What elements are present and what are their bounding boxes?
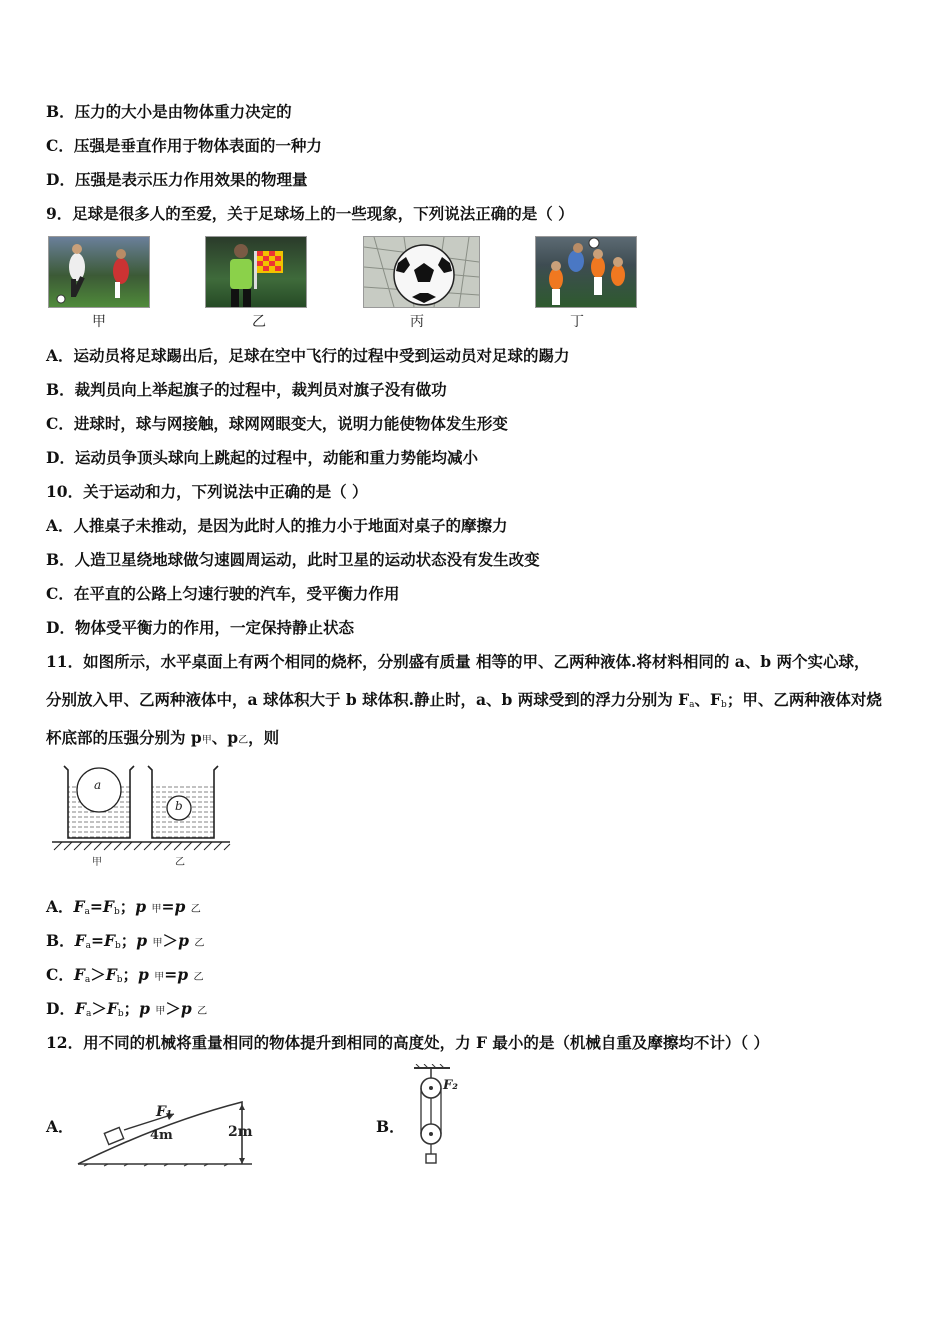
option-prefix: B． [46, 931, 75, 950]
photo-label-jia: 甲 [92, 314, 106, 330]
q11-option-a: A．$F_a=F_b$；p 甲=p 乙 [46, 897, 201, 917]
symbol-gt: ＞ [90, 965, 106, 984]
q11-option-c: C．$F_a>F_b$；p 甲=p 乙 [46, 965, 204, 985]
photo-label-bing: 丙 [410, 314, 424, 330]
subscript-yi: 乙 [190, 904, 201, 915]
separator: ； [122, 965, 139, 984]
q9-option-c: C．进球时，球与网接触，球网网眼变大，说明力能使物体发生形变 [46, 414, 508, 433]
incline-force-label: F₁ [156, 1104, 173, 1120]
q11-stem-line2 [46, 690, 882, 715]
q8-option-d: D．压强是表示压力作用效果的物理量 [46, 170, 308, 189]
photo-label-ding: 丁 [570, 314, 584, 330]
option-prefix: C． [46, 965, 74, 984]
beaker-label-jia: 甲 [92, 857, 102, 868]
photo-ding-header [535, 236, 637, 308]
subscript-b: b [117, 1009, 124, 1019]
q11-stem-line3 [46, 728, 279, 751]
incline-height-label: 2m [228, 1124, 253, 1140]
subscript-b: b [721, 700, 727, 710]
symbol-gt: ＞ [165, 999, 181, 1018]
pulley-figure [410, 1064, 470, 1168]
subscript-b: b [115, 941, 121, 951]
q8-option-b: B．压力的大小是由物体重力决定的 [46, 102, 292, 121]
subscript-a: a [84, 975, 91, 985]
q12-stem: 12．用不同的机械将重量相同的物体提升到相同的高度处，力 F 最小的是（机械自重及摩擦均不计）（ ） [46, 1033, 770, 1052]
q11-option-b: B．$F_a=F_b$；p 甲＞p 乙 [46, 931, 205, 951]
subscript-jia: 甲 [152, 938, 163, 949]
symbol-eq: = [161, 897, 175, 916]
separator: ； [119, 897, 136, 916]
photo-label-yi: 乙 [252, 314, 266, 330]
subscript-yi: 乙 [193, 972, 204, 983]
subscript-a: a [689, 700, 695, 710]
subscript-jia: 甲 [151, 904, 162, 915]
beaker-label-yi: 乙 [175, 857, 185, 868]
q11-stem-text: 分别放入甲、乙两种液体中，a 球体积大于 b 球体积.静止时，a、b 两球受到的浮力分别为 F [46, 690, 690, 709]
separator: ； [120, 931, 137, 950]
q11-stem-text: ；甲、乙两种液体对烧 [726, 690, 882, 709]
subscript-a: a [85, 941, 91, 951]
q9-option-d: D．运动员争顶头球向上跳起的过程中，动能和重力势能均减小 [46, 448, 478, 467]
q11-stem-line1: 11．如图所示，水平桌面上有两个相同的烧杯，分别盛有质量 相等的甲、乙两种液体.将材料相同的 a、b 两个实心球， [46, 652, 870, 671]
q10-option-b: B．人造卫星绕地球做匀速圆周运动，此时卫星的运动状态没有发生改变 [46, 550, 540, 569]
symbol-eq: = [91, 931, 104, 950]
separator: ； [123, 999, 140, 1018]
q11-stem-text: 杯底部的压强分别为 p [46, 728, 202, 747]
photo-yi-referee [205, 236, 307, 308]
q10-option-c: C．在平直的公路上匀速行驶的汽车，受平衡力作用 [46, 584, 400, 603]
subscript-a: a [84, 907, 90, 917]
q10-option-a: A．人推桌子未推动，是因为此时人的推力小于地面对桌子的摩擦力 [46, 516, 508, 535]
q12-option-b-label: B． [376, 1117, 405, 1136]
subscript-yi: 乙 [197, 1006, 208, 1017]
subscript-jia: 甲 [154, 972, 165, 983]
photo-jia-kicker [48, 236, 150, 308]
q9-stem: 9．足球是很多人的至爱，关于足球场上的一些现象，下列说法正确的是（ ） [46, 204, 574, 223]
subscript-b: b [116, 975, 123, 985]
beakers-figure [48, 760, 238, 870]
q11-option-d: D．$F_a>F_b$；p 甲＞p 乙 [46, 999, 208, 1019]
q9-option-b: B．裁判员向上举起旗子的过程中，裁判员对旗子没有做功 [46, 380, 447, 399]
q12-option-a-label: A． [46, 1117, 74, 1136]
q10-stem: 10．关于运动和力，下列说法中正确的是（ ） [46, 482, 368, 501]
option-prefix: D． [46, 999, 75, 1018]
subscript-yi: 乙 [238, 735, 249, 746]
subscript-yi: 乙 [194, 938, 205, 949]
q10-option-d: D．物体受平衡力的作用，一定保持静止状态 [46, 618, 354, 637]
q11-stem-text: 、p [211, 728, 239, 747]
symbol-eq: = [164, 965, 178, 984]
symbol-eq: = [89, 897, 103, 916]
photo-bing-ball-in-net [363, 236, 480, 308]
q11-stem-text: ，则 [248, 728, 280, 747]
pulley-force-label: F₂ [443, 1078, 458, 1093]
ball-a-label: a [94, 778, 102, 792]
symbol-gt: ＞ [162, 931, 179, 950]
subscript-a: a [85, 1009, 92, 1019]
subscript-jia: 甲 [155, 1006, 166, 1017]
symbol-gt: ＞ [91, 999, 107, 1018]
q9-option-a: A．运动员将足球踢出后，足球在空中飞行的过程中受到运动员对足球的踢力 [46, 346, 570, 365]
ball-b-label: b [175, 799, 183, 813]
q8-option-c: C．压强是垂直作用于物体表面的一种力 [46, 136, 322, 155]
subscript-b: b [113, 907, 120, 917]
q11-stem-text: 、F [694, 690, 722, 709]
option-prefix: A． [46, 897, 74, 916]
incline-length-label: 4m [150, 1128, 173, 1143]
subscript-jia: 甲 [201, 735, 212, 746]
